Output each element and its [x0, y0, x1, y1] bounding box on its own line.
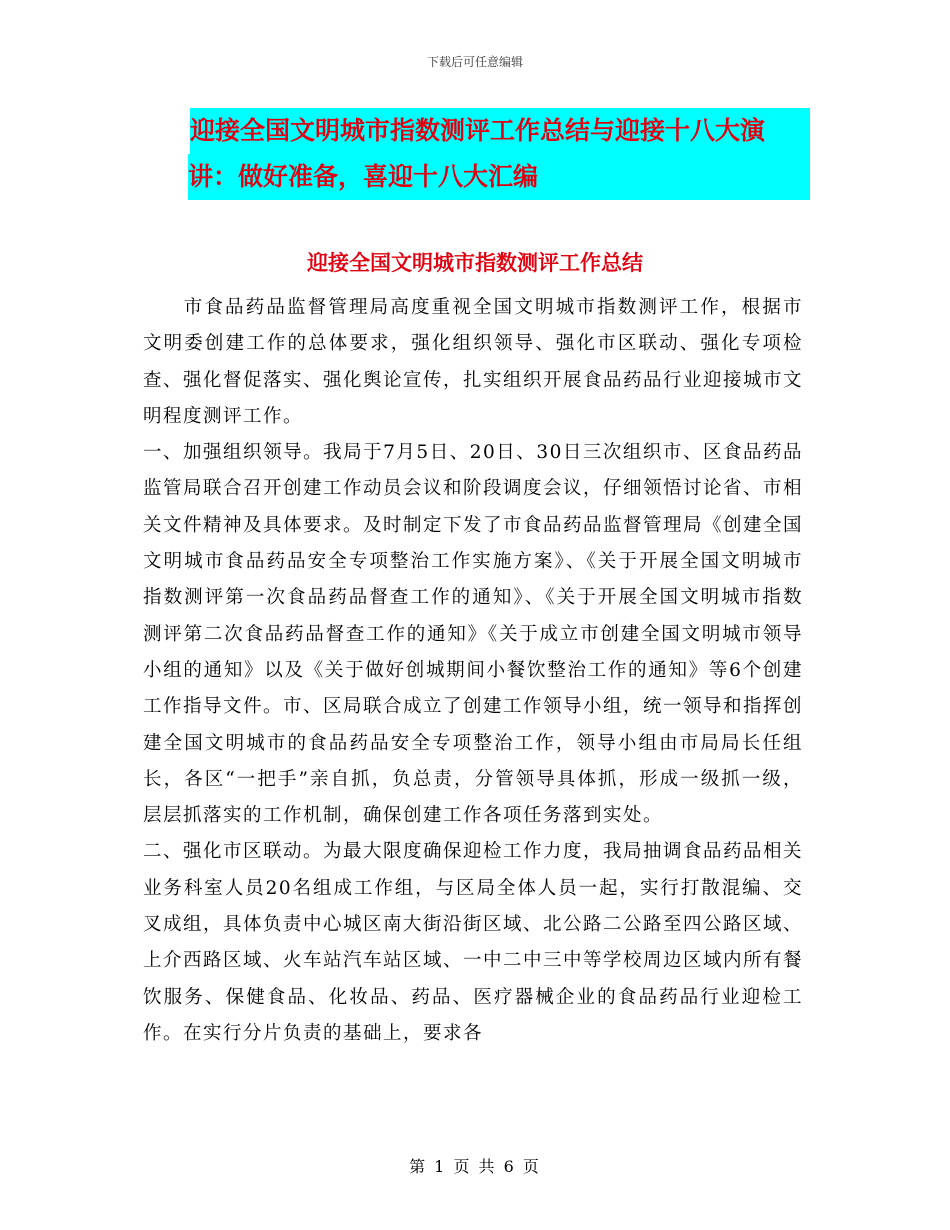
- document-title-line-2: 讲：做好准备，喜迎十八大汇编: [188, 162, 539, 191]
- section-title: 迎接全国文明城市指数测评工作总结: [307, 251, 643, 275]
- paragraph-linkage: 二、强化市区联动。为最大限度确保迎检工作力度，我局抽调食品药品相关业务科室人员20名组成工作组，与区局全体人员一起，实行打散混编、交叉成组，具体负责中心城区南大街沿街区域、北公路二公路至四公路区域、上介西路区域、火车站汽车站区域、一中二中三中等学校周边区域内所有餐饮服务、保健食品、化妆品、药品、医疗器械企业的食品药品行业迎检工作。在实行分片负责的基础上，要求各: [143, 841, 804, 1044]
- paragraph-intro: 市食品药品监督管理局高度重视全国文明城市指数测评工作，根据市文明委创建工作的总体要求，强化组织领导、强化市区联动、强化专项检查、强化督促落实、强化舆论宣传，扎实组织开展食品药品行业迎接城市文明程度测评工作。: [143, 297, 804, 427]
- document-title: [190, 108, 810, 200]
- page-header-note: 下载后可任意编辑: [426, 55, 523, 69]
- document-body: [143, 290, 803, 1052]
- document-title-line-1: 迎接全国文明城市指数测评工作总结与迎接十八大演: [190, 116, 766, 145]
- paragraph-organization: 一、加强组织领导。我局于7月5日、20日、30日三次组织市、区食品药品监管局联合召开创建工作动员会议和阶段调度会议，仔细领悟讨论省、市相关文件精神及具体要求。及时制定下发了市食品药品监督管理局《创建全国文明城市食品药品安全专项整治工作实施方案》、《关于开展全国文明城市指数测评第一次食品药品督查工作的通知》、《关于开展全国文明城市指数测评第二次食品药品督查工作的通知》《关于成立市创建全国文明城市领导小组的通知》以及《关于做好创城期间小餐饮整治工作的通知》等6个创建工作指导文件。市、区局联合成立了创建工作领导小组，统一领导和指挥创建全国文明城市的食品药品安全专项整治工作，领导小组由市局局长任组长，各区“一把手”亲自抓，负总责，分管领导具体抓，形成一级抓一级，层层抓落实的工作机制，确保创建工作各项任务落到实处。: [143, 442, 804, 827]
- page-number: 第 1 页 共 6 页: [409, 1157, 541, 1176]
